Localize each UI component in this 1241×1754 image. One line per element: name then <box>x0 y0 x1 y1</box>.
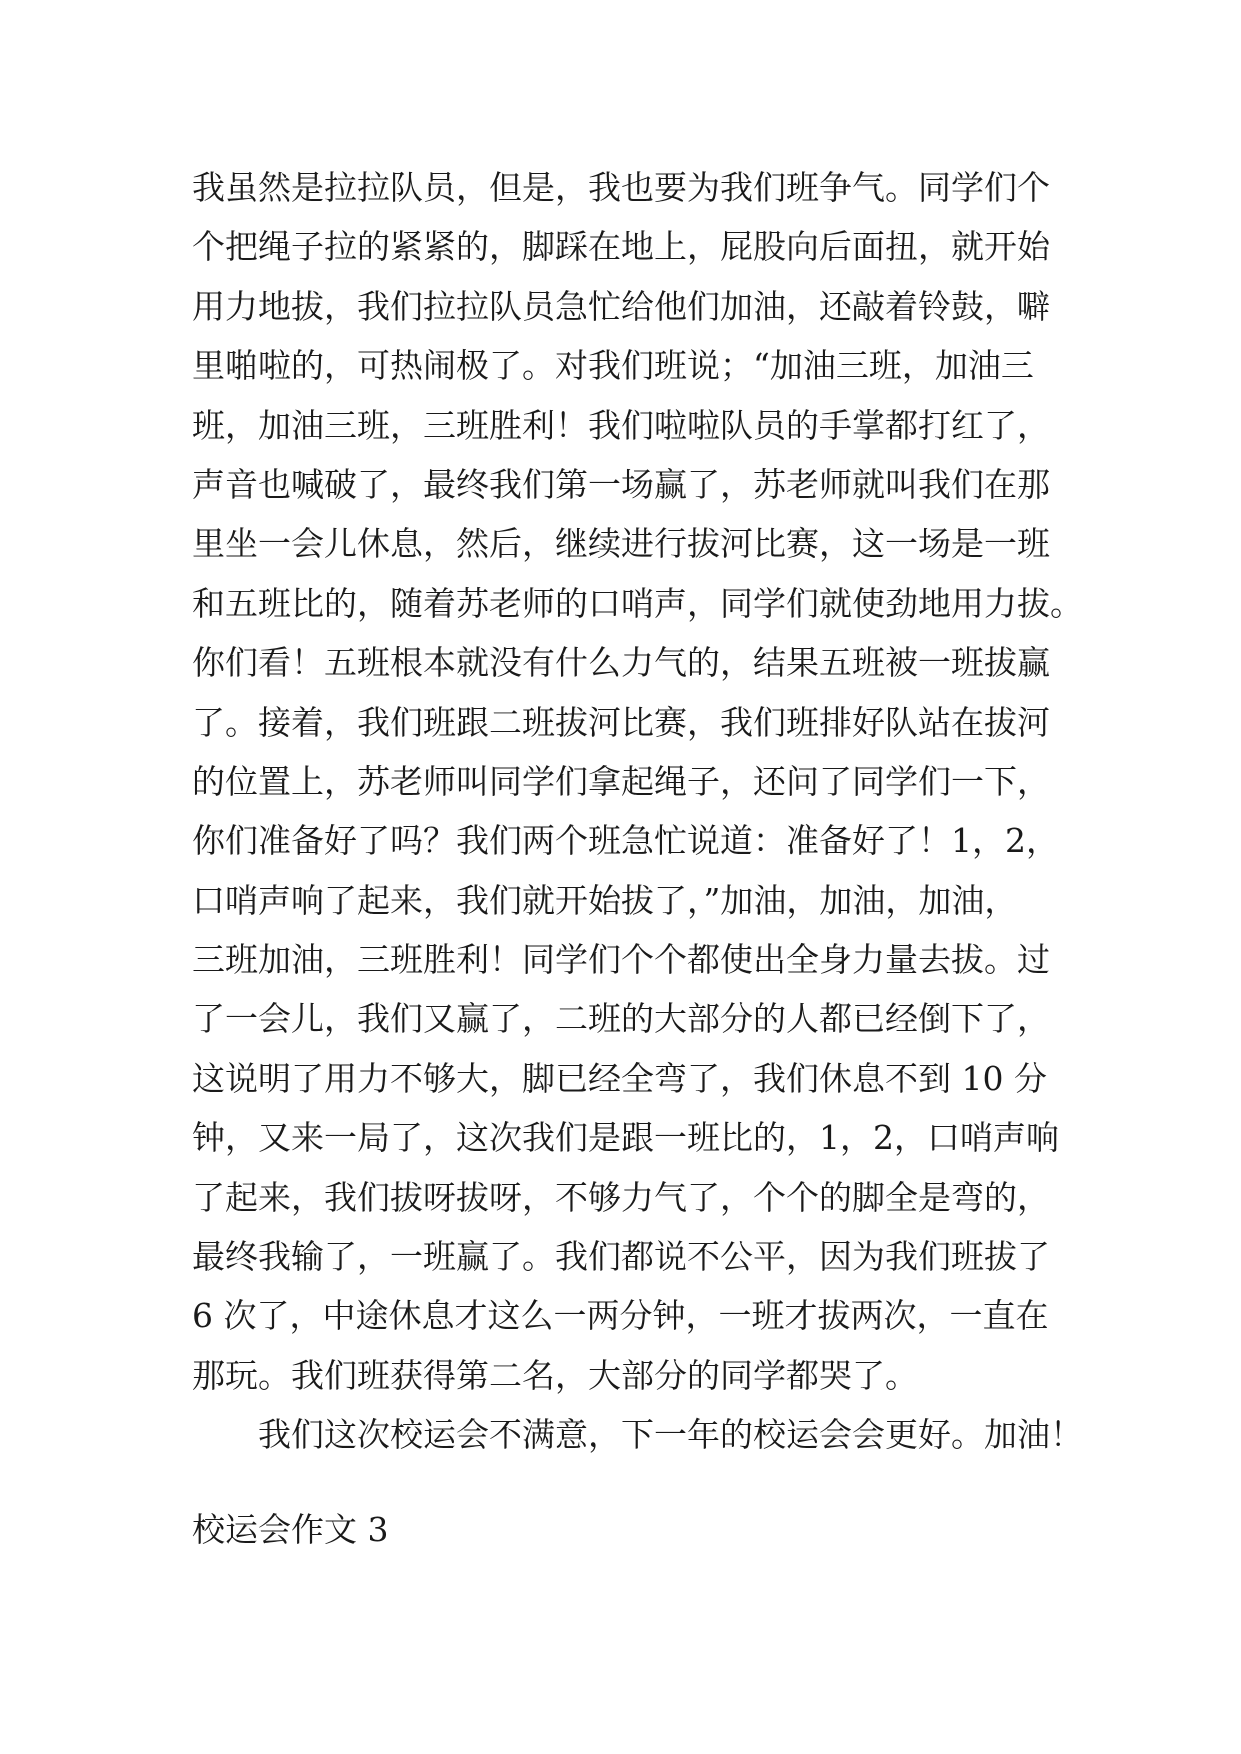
paragraph-line: 你们看！五班根本就没有什么力气的，结果五班被一班拔赢 <box>192 643 1050 683</box>
paragraph-line: 声音也喊破了，最终我们第一场赢了，苏老师就叫我们在那 <box>192 464 1050 504</box>
paragraph-line: 个把绳子拉的紧紧的，脚踩在地上，屁股向后面扭，就开始 <box>192 227 1050 267</box>
paragraph-line: 钟，又来一局了，这次我们是跟一班比的，1，2，口哨声响 <box>192 1118 1059 1158</box>
paragraph-line: 的位置上，苏老师叫同学们拿起绳子，还问了同学们一下， <box>192 761 1050 801</box>
paragraph-line: 用力地拔，我们拉拉队员急忙给他们加油，还敲着铃鼓，噼 <box>192 286 1050 326</box>
paragraph-line: 三班加油，三班胜利！同学们个个都使出全身力量去拔。过 <box>192 940 1050 980</box>
paragraph-line: 口哨声响了起来，我们就开始拔了，”加油，加油，加油， <box>192 880 1018 920</box>
paragraph-line: 了起来，我们拔呀拔呀，不够力气了，个个的脚全是弯的， <box>192 1177 1050 1217</box>
paragraph-line: 6 次了，中途休息才这么一两分钟，一班才拔两次，一直在 <box>192 1296 1049 1336</box>
paragraph-line: 那玩。我们班获得第二名，大部分的同学都哭了。 <box>192 1355 918 1395</box>
paragraph-line: 你们准备好了吗？我们两个班急忙说道：准备好了！1，2， <box>192 821 1059 861</box>
paragraph-line: 最终我输了，一班赢了。我们都说不公平，因为我们班拔了 <box>192 1237 1050 1277</box>
essay-body <box>192 158 1083 1465</box>
section-heading: 校运会作文 3 <box>192 1510 389 1549</box>
paragraph-line: 这说明了用力不够大，脚已经全弯了，我们休息不到 10 分 <box>192 1058 1047 1098</box>
closing-paragraph: 我们这次校运会不满意，下一年的校运会会更好。加油！ <box>258 1415 1083 1455</box>
paragraph-line: 里啪啦的，可热闹极了。对我们班说；“加油三班，加油三 <box>192 346 1034 386</box>
paragraph-line: 了一会儿，我们又赢了，二班的大部分的人都已经倒下了， <box>192 999 1050 1039</box>
paragraph-line: 和五班比的，随着苏老师的口哨声，同学们就使劲地用力拔。 <box>192 583 1083 623</box>
paragraph-line: 我虽然是拉拉队员，但是，我也要为我们班争气。同学们个 <box>192 168 1050 207</box>
paragraph-line: 里坐一会儿休息，然后，继续进行拔河比赛，这一场是一班 <box>192 524 1050 564</box>
paragraph-line: 班，加油三班，三班胜利！我们啦啦队员的手掌都打红了， <box>192 405 1050 445</box>
paragraph-line: 了。接着，我们班跟二班拔河比赛，我们班排好队站在拔河 <box>192 702 1050 742</box>
